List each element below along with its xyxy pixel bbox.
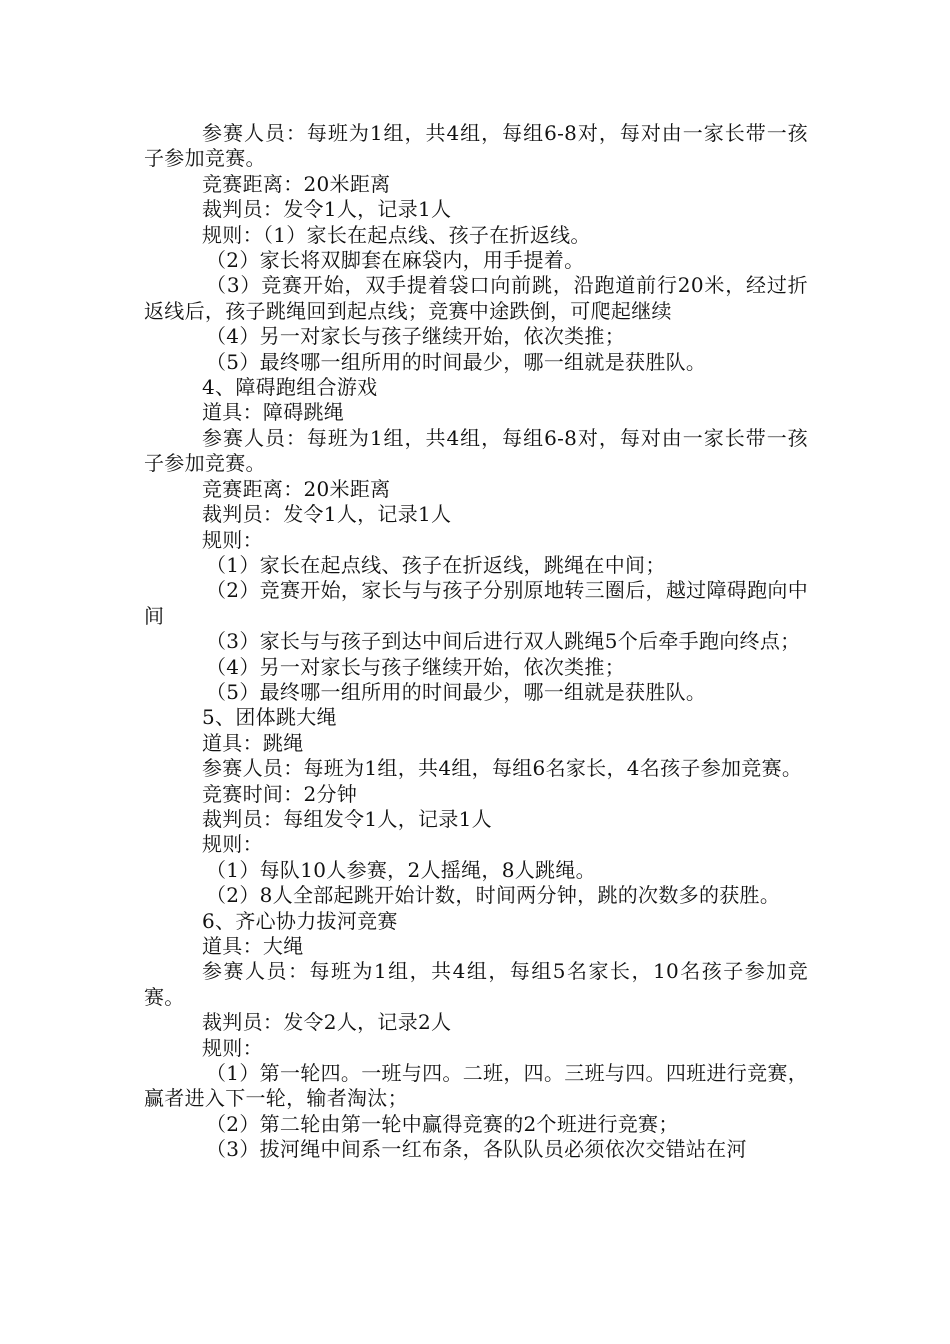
paragraph: 裁判员：发令2人，记录2人 <box>202 1010 452 1035</box>
paragraph: 裁判员：发令1人，记录1人 <box>202 502 452 527</box>
paragraph: （1）家长在起点线、孩子在折返线，跳绳在中间； <box>206 552 666 577</box>
paragraph: 道具：跳绳 <box>202 730 304 755</box>
paragraph: 裁判员：发令1人，记录1人 <box>202 197 452 222</box>
paragraph: （3）家长与与孩子到达中间后进行双人跳绳5个后牵手跑向终点； <box>206 629 801 654</box>
document-body <box>144 121 808 1163</box>
paragraph: （3）拔河绳中间系一红布条，各队队员必须依次交错站在河 <box>206 1137 747 1162</box>
paragraph: 规则： <box>202 1035 263 1060</box>
paragraph: （4）另一对家长与孩子继续开始，依次类推； <box>206 324 626 349</box>
paragraph: （1）每队10人参赛，2人摇绳，8人跳绳。 <box>206 857 596 882</box>
paragraph: 参赛人员：每班为1组，共4组，每组6名家长，4名孩子参加竞赛。 <box>202 756 803 781</box>
paragraph: （5）最终哪一组所用的时间最少，哪一组就是获胜队。 <box>206 679 707 704</box>
paragraph: （4）另一对家长与孩子继续开始，依次类推； <box>206 654 626 679</box>
paragraph: 竞赛距离：20米距离 <box>202 476 391 501</box>
paragraph: （2）第二轮由第一轮中赢得竞赛的2个班进行竞赛； <box>206 1111 679 1136</box>
section-heading: 5、团体跳大绳 <box>202 705 337 730</box>
section-heading: 6、齐心协力拔河竞赛 <box>202 908 398 933</box>
paragraph: 规则： <box>202 527 263 552</box>
paragraph: （2）竞赛开始，家长与与孩子分别原地转三圈后，越过障碍跑向中间 <box>144 578 808 628</box>
paragraph: （2）8人全部起跳开始计数，时间两分钟，跳的次数多的获胜。 <box>206 883 781 908</box>
paragraph: （2）家长将双脚套在麻袋内，用手提着。 <box>206 248 585 273</box>
section-heading: 4、障碍跑组合游戏 <box>202 375 378 400</box>
paragraph: （1）第一轮四。一班与四。二班，四。三班与四。四班进行竞赛，赢者进入下一轮，输者淘汰； <box>144 1061 808 1111</box>
paragraph: 参赛人员：每班为1组，共4组，每组5名家长，10名孩子参加竞赛。 <box>144 959 808 1009</box>
paragraph: （5）最终哪一组所用的时间最少，哪一组就是获胜队。 <box>206 349 707 374</box>
paragraph: 参赛人员：每班为1组，共4组，每组6-8对，每对由一家长带一孩子参加竞赛。 <box>144 121 808 171</box>
paragraph: 规则： <box>202 832 263 857</box>
paragraph: 参赛人员：每班为1组，共4组，每组6-8对，每对由一家长带一孩子参加竞赛。 <box>144 425 808 476</box>
paragraph: 道具：大绳 <box>202 934 304 958</box>
paragraph: 竞赛时间：2分钟 <box>202 781 358 806</box>
paragraph: （3）竞赛开始，双手提着袋口向前跳，沿跑道前行20米，经过折返线后，孩子跳绳回到起点线；竞赛中途跌倒，可爬起继续 <box>144 273 808 323</box>
paragraph: 道具：障碍跳绳 <box>202 400 345 425</box>
paragraph: 规则：（1）家长在起点线、孩子在折返线。 <box>202 222 591 247</box>
paragraph: 竞赛距离：20米距离 <box>202 171 391 196</box>
paragraph: 裁判员：每组发令1人，记录1人 <box>202 806 492 831</box>
